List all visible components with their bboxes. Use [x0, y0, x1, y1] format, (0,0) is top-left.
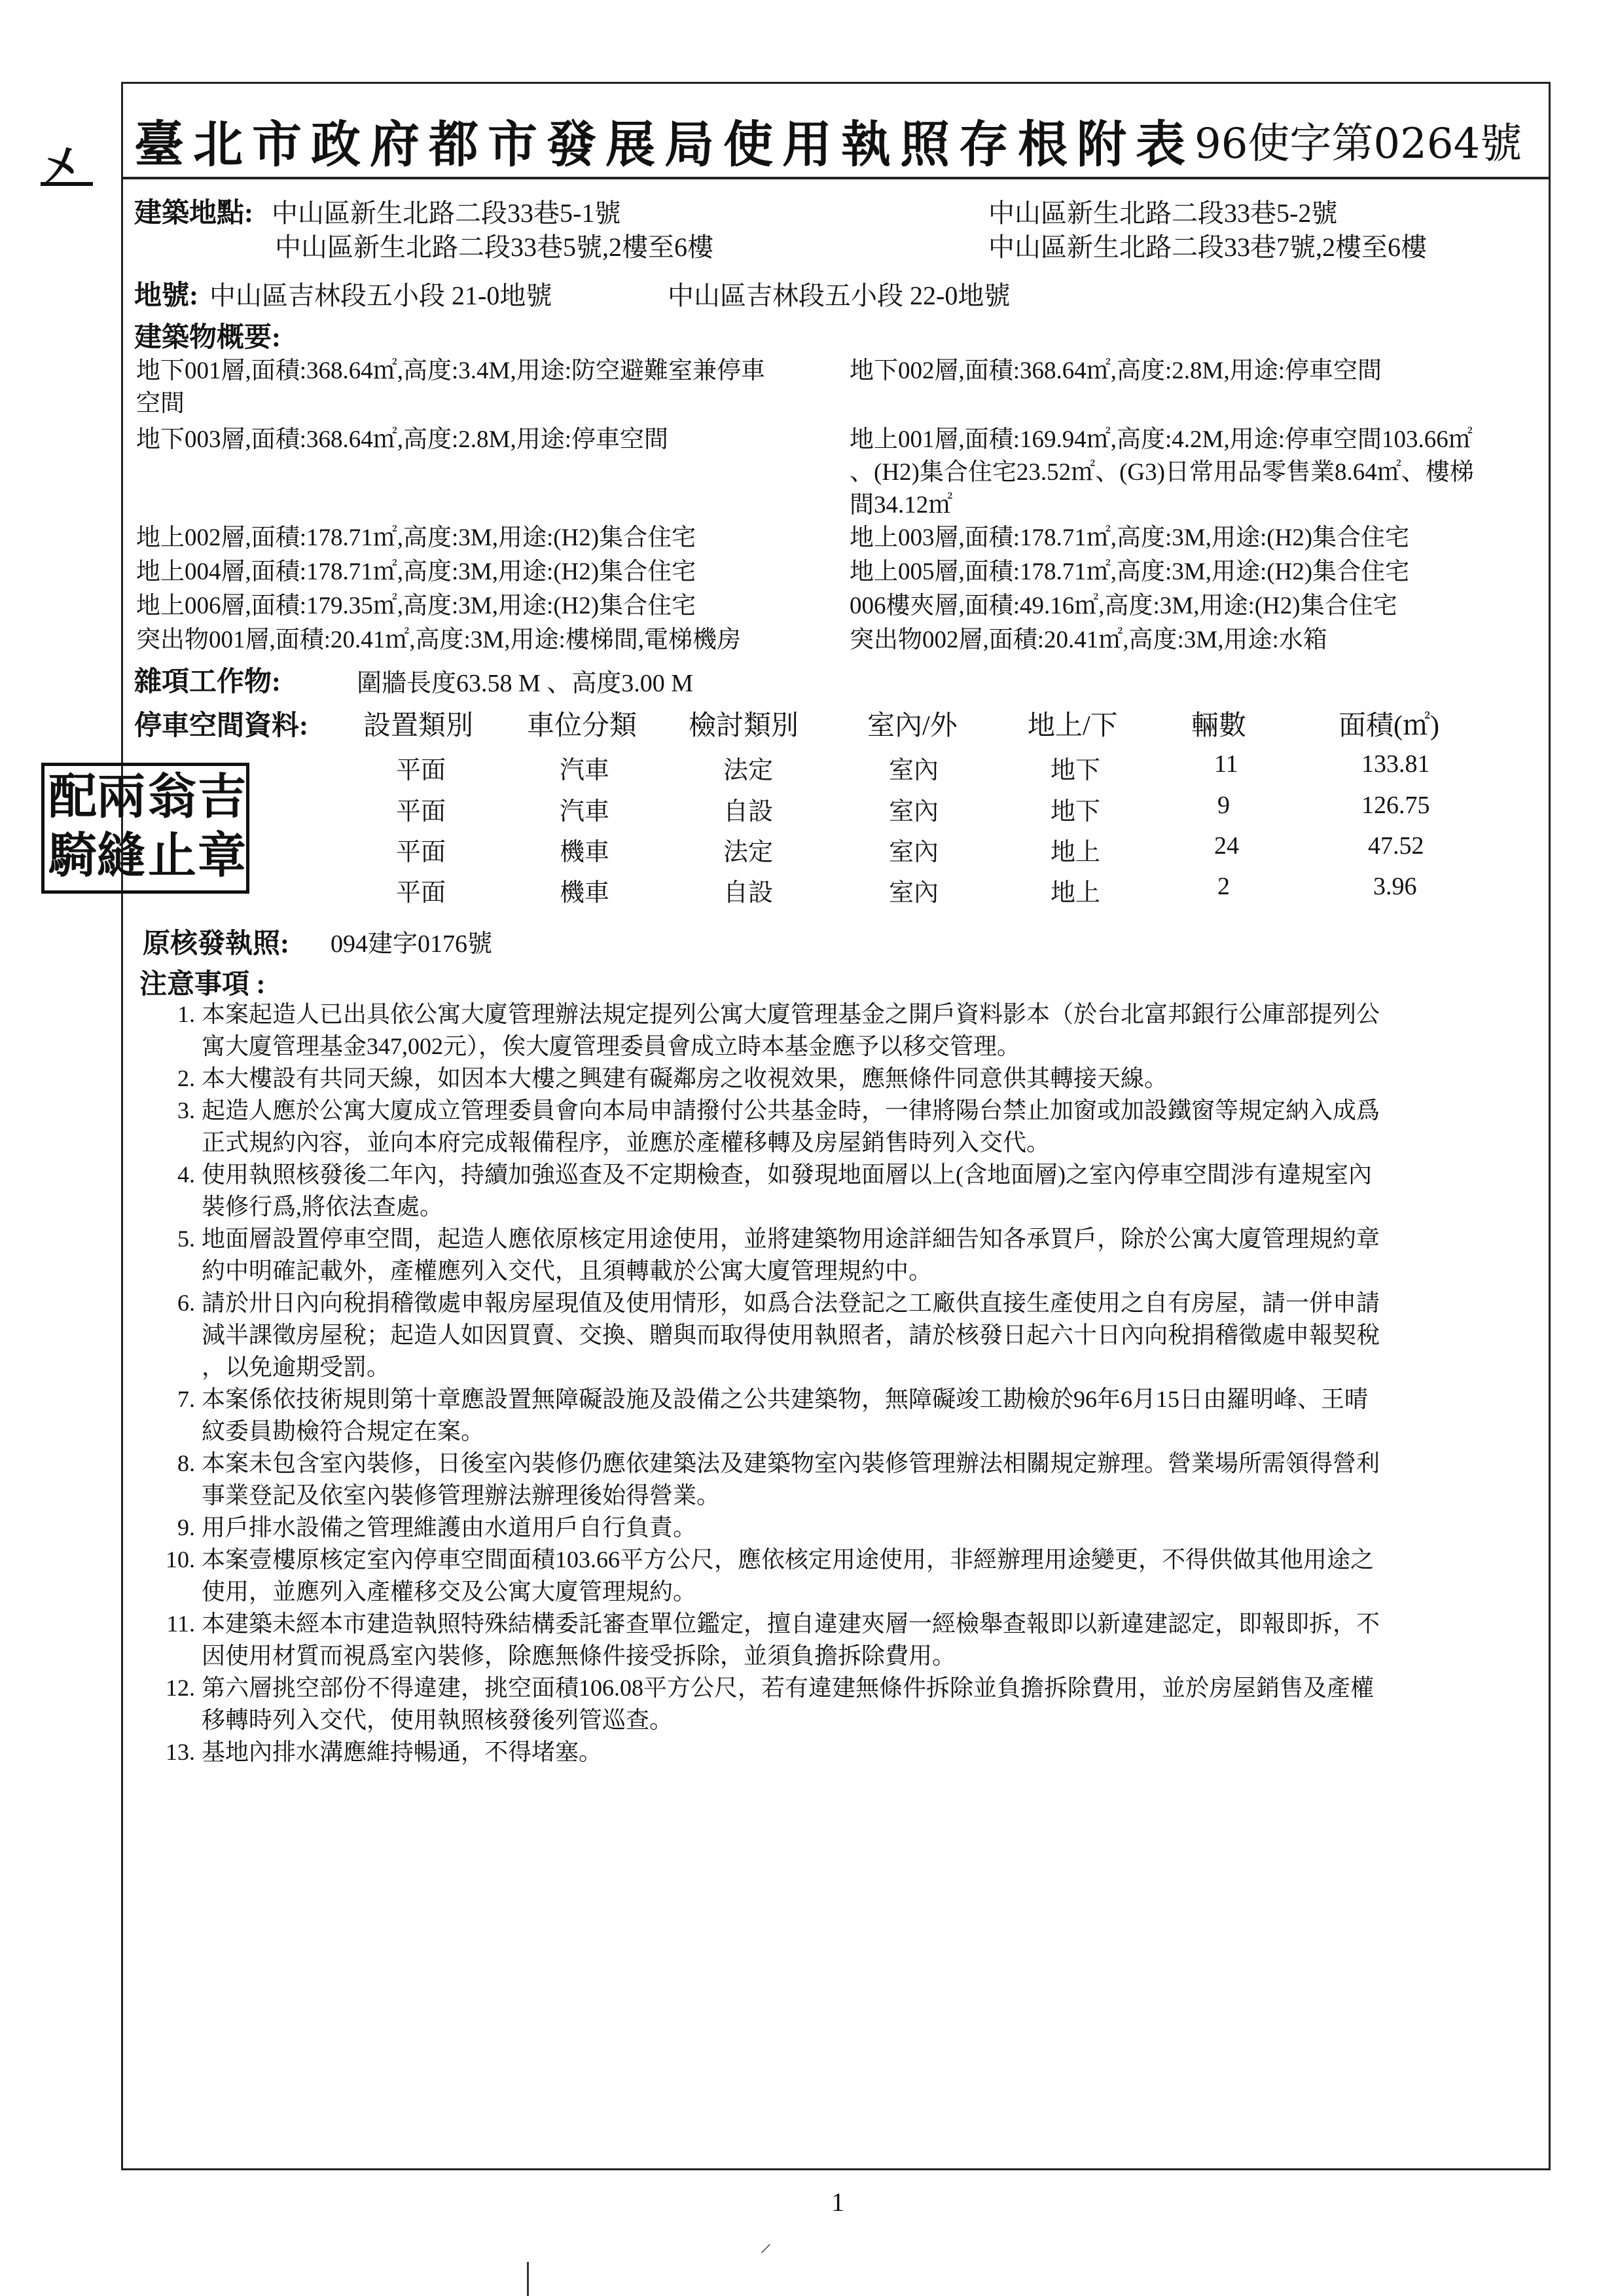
permit-number: 96使字第0264號	[1195, 120, 1522, 168]
note-item	[164, 1223, 1551, 1287]
note-line: 請於卅日內向稅捐稽徵處申報房屋現值及使用情形，如爲合法登記之工廠供直接生產使用之自有房屋，請一併申請	[202, 1290, 1380, 1316]
note-line: 紋委員勘檢符合規定在案。	[202, 1418, 485, 1444]
note-line: 第六層挑空部份不得違建，挑空面積106.08平方公尺，若有違建無條件拆除並負擔拆除費用，並於房屋銷售及產權	[202, 1675, 1375, 1701]
note-line: 基地內排水溝應維持暢通，不得堵塞。	[202, 1739, 603, 1765]
note-line: 起造人應於公寓大廈成立管理委員會向本局申請撥付公共基金時，一律將陽台禁止加窗或加設鐵窗等規定納入成爲	[202, 1097, 1380, 1123]
note-line: 本案未包含室內裝修，日後室內裝修仍應依建築法及建築物室內裝修管理辦法相關規定辦理。營業場所需領得營利	[202, 1450, 1380, 1476]
site-address-3: 中山區新生北路二段33巷5號,2樓至6樓	[275, 232, 713, 262]
floor-6: 地上006層,面積:179.35㎡,高度:3M,用途:(H2)集合住宅	[136, 592, 696, 619]
note-number: 10.	[166, 1546, 195, 1573]
parking-cell: 汽車	[560, 798, 610, 826]
note-number: 9.	[177, 1514, 195, 1540]
floor-b2: 地下002層,面積:368.64㎡,高度:2.8M,用途:停車空間	[850, 357, 1382, 384]
note-line: 本案壹樓原核定室內停車空間面積103.66平方公尺，應依核定用途使用，非經辦理用途變更，不得供做其他用途之	[202, 1546, 1375, 1573]
note-number: 4.	[177, 1161, 195, 1188]
floor-3: 地上003層,面積:178.71㎡,高度:3M,用途:(H2)集合住宅	[850, 524, 1410, 551]
parking-cell: 地上	[1051, 879, 1101, 907]
floor-b3: 地下003層,面積:368.64㎡,高度:2.8M,用途:停車空間	[136, 426, 668, 453]
site-address-1: 中山區新生北路二段33巷5-1號	[272, 198, 621, 228]
note-line: ，以免逾期受罰。	[202, 1354, 391, 1380]
parking-cell: 自設	[723, 879, 774, 907]
site-label: 建築地點:	[134, 198, 253, 228]
parking-cell: 平面	[396, 757, 446, 784]
parking-cell: 機車	[560, 879, 610, 907]
parking-header: 地上/下	[1028, 711, 1118, 741]
parking-cell: 3.96	[1373, 873, 1417, 900]
note-number: 12.	[166, 1675, 195, 1701]
parking-cell: 47.52	[1368, 832, 1424, 860]
note-number: 3.	[177, 1097, 195, 1123]
scan-mark: /	[759, 2238, 772, 2259]
note-line: 本建築未經本市建造執照特殊結構委託審查單位鑑定，擅自違建夾層一經檢舉查報即以新違建認定，即報即拆，不	[202, 1611, 1380, 1637]
parking-cell: 法定	[723, 757, 774, 784]
note-line: 用戶排水設備之管理維護由水道用戶自行負責。	[202, 1514, 697, 1540]
seal-char: 章	[198, 828, 246, 884]
parking-header: 設置類別	[363, 711, 474, 741]
parking-cell: 地下	[1051, 798, 1101, 826]
original-permit-value: 094建字0176號	[331, 930, 493, 958]
parking-cell: 室內	[889, 757, 939, 784]
parking-cell: 自設	[723, 798, 774, 826]
note-line: 地面層設置停車空間，起造人應依原核定用途使用，並將建築物用途詳細告知各承買戶，除於公寓大廈管理規約章	[202, 1226, 1380, 1252]
note-line: 寓大廈管理基金347,002元），俟大廈管理委員會成立時本基金應予以移交管理。	[202, 1033, 1021, 1059]
site-address-2: 中山區新生北路二段33巷5-2號	[988, 198, 1338, 228]
parking-cell: 地下	[1051, 757, 1101, 784]
parking-cell: 汽車	[560, 757, 610, 784]
note-item	[164, 1448, 1551, 1512]
note-line: 本案係依技術規則第十章應設置無障礙設施及設備之公共建築物，無障礙竣工勘檢於96年6月15日由羅明峰、王晴	[202, 1386, 1369, 1412]
corner-mark: 㐅	[38, 140, 84, 193]
note-number: 2.	[177, 1065, 195, 1091]
note-line: 事業登記及依室內裝修管理辦法辦理後始得營業。	[202, 1482, 721, 1508]
lot-number-1: 中山區吉林段五小段 21-0地號	[209, 281, 552, 310]
floor-6-mezzanine: 006樓夾層,面積:49.16㎡,高度:3M,用途:(H2)集合住宅	[850, 592, 1397, 619]
parking-header: 室內/外	[867, 711, 958, 741]
note-line: 本大樓設有共同天線，如因本大樓之興建有礙鄰房之收視效果，應無條件同意供其轉接天線。	[202, 1065, 1168, 1091]
corner-line	[41, 182, 93, 186]
note-number: 11.	[166, 1611, 195, 1637]
seal-char: 吉	[198, 769, 246, 825]
original-permit-label: 原核發執照:	[143, 929, 289, 959]
note-item	[164, 1672, 1551, 1736]
rooftop-1: 突出物001層,面積:20.41㎡,高度:3M,用途:樓梯間,電梯機房	[136, 627, 741, 653]
note-number: 6.	[177, 1290, 195, 1316]
seal-char: 縫	[97, 828, 145, 884]
parking-header: 車位分類	[527, 711, 638, 741]
note-line: 因使用材質而視爲室內裝修，除應無條件接受拆除，並須負擔拆除費用。	[202, 1643, 956, 1669]
note-number: 1.	[177, 1001, 195, 1027]
parking-header: 檢討類別	[689, 711, 799, 741]
document-title: 臺北市政府都市發展局使用執照存根附表	[134, 115, 1195, 173]
parking-cell: 11	[1214, 750, 1238, 778]
header-rule	[121, 177, 1551, 179]
parking-cell: 133.81	[1361, 750, 1430, 778]
parking-label: 停車空間資料:	[134, 711, 308, 741]
note-number: 8.	[177, 1450, 195, 1476]
notes-list	[164, 998, 1551, 1768]
parking-cell: 室內	[889, 798, 939, 826]
floor-b1: 地下001層,面積:368.64㎡,高度:3.4M,用途:防空避難室兼停車	[136, 357, 765, 384]
parking-cell: 126.75	[1361, 792, 1430, 819]
floor-2: 地上002層,面積:178.71㎡,高度:3M,用途:(H2)集合住宅	[136, 524, 696, 551]
floor-1-line2: 、(H2)集合住宅23.52㎡、(G3)日常用品零售業8.64㎡、樓梯	[850, 459, 1474, 486]
parking-cell: 法定	[723, 839, 774, 866]
note-item	[164, 1736, 1551, 1768]
note-item	[164, 1512, 1551, 1544]
parking-cell: 平面	[396, 879, 446, 907]
seal-char: 止	[148, 828, 196, 884]
parking-cell: 24	[1214, 832, 1239, 860]
floor-b1-cont: 空間	[136, 390, 185, 417]
rooftop-2: 突出物002層,面積:20.41㎡,高度:3M,用途:水箱	[850, 627, 1327, 653]
note-line: 使用，並應列入產權移交及公寓大廈管理規約。	[202, 1578, 697, 1605]
note-item	[164, 1608, 1551, 1672]
note-item	[164, 1383, 1551, 1448]
parking-cell: 9	[1217, 792, 1230, 819]
parking-cell: 2	[1217, 873, 1230, 900]
parking-cell: 地上	[1051, 839, 1101, 866]
floor-5: 地上005層,面積:178.71㎡,高度:3M,用途:(H2)集合住宅	[850, 558, 1410, 585]
parking-cell: 室內	[889, 879, 939, 907]
note-number: 7.	[177, 1386, 195, 1412]
floor-1-line1: 地上001層,面積:169.94㎡,高度:4.2M,用途:停車空間103.66㎡	[850, 426, 1473, 453]
lot-label: 地號:	[134, 281, 198, 311]
note-item	[164, 1544, 1551, 1608]
parking-header: 面積(㎡)	[1339, 711, 1439, 741]
note-line: 裝修行爲,將依法查處。	[202, 1194, 444, 1220]
notes-label: 注意事項 :	[139, 970, 266, 1000]
seal-char: 騎	[48, 828, 97, 884]
note-line: 減半課徵房屋稅；起造人如因買賣、交換、贈與而取得使用執照者，請於核發日起六十日內向稅捐稽徵處申報契稅	[202, 1322, 1380, 1348]
note-item	[164, 1063, 1551, 1095]
scan-artifact-line	[527, 2262, 529, 2296]
seal-stamp	[41, 763, 249, 894]
site-address-4: 中山區新生北路二段33巷7號,2樓至6樓	[988, 232, 1427, 262]
page-number: 1	[831, 2187, 844, 2217]
note-item	[164, 1159, 1551, 1223]
parking-cell: 平面	[396, 798, 446, 826]
note-line: 約中明確記載外，產權應列入交代，且須轉載於公寓大廈管理規約中。	[202, 1258, 933, 1284]
parking-header: 輛數	[1191, 711, 1247, 741]
seal-char: 翁	[148, 769, 196, 825]
parking-cell: 機車	[560, 839, 610, 866]
note-number: 13.	[166, 1739, 195, 1765]
note-item	[164, 1287, 1551, 1383]
parking-cell: 室內	[889, 839, 939, 866]
note-line: 移轉時列入交代，使用執照核發後列管巡查。	[202, 1707, 674, 1733]
note-line: 使用執照核發後二年內，持續加強巡查及不定期檢查，如發現地面層以上(含地面層)之室內停車空間涉有違規室內	[202, 1161, 1372, 1188]
seal-char: 兩	[97, 769, 145, 825]
misc-works-label: 雜項工作物:	[134, 667, 281, 697]
note-line: 本案起造人已出具依公寓大廈管理辦法規定提列公寓大廈管理基金之開戶資料影本（於台北富邦銀行公庫部提列公	[202, 1001, 1380, 1027]
note-item	[164, 1095, 1551, 1159]
note-line: 正式規約內容，並向本府完成報備程序，並應於產權移轉及房屋銷售時列入交代。	[202, 1129, 1051, 1156]
overview-label: 建築物概要:	[134, 323, 281, 353]
floor-4: 地上004層,面積:178.71㎡,高度:3M,用途:(H2)集合住宅	[136, 558, 696, 585]
seal-char: 配	[48, 769, 97, 825]
misc-works-value: 圍牆長度63.58 M 、高度3.00 M	[357, 670, 694, 697]
floor-1-line3: 間34.12㎡	[850, 492, 953, 519]
note-item	[164, 998, 1551, 1063]
parking-cell: 平面	[396, 839, 446, 866]
note-number: 5.	[177, 1226, 195, 1252]
lot-number-2: 中山區吉林段五小段 22-0地號	[668, 281, 1011, 310]
